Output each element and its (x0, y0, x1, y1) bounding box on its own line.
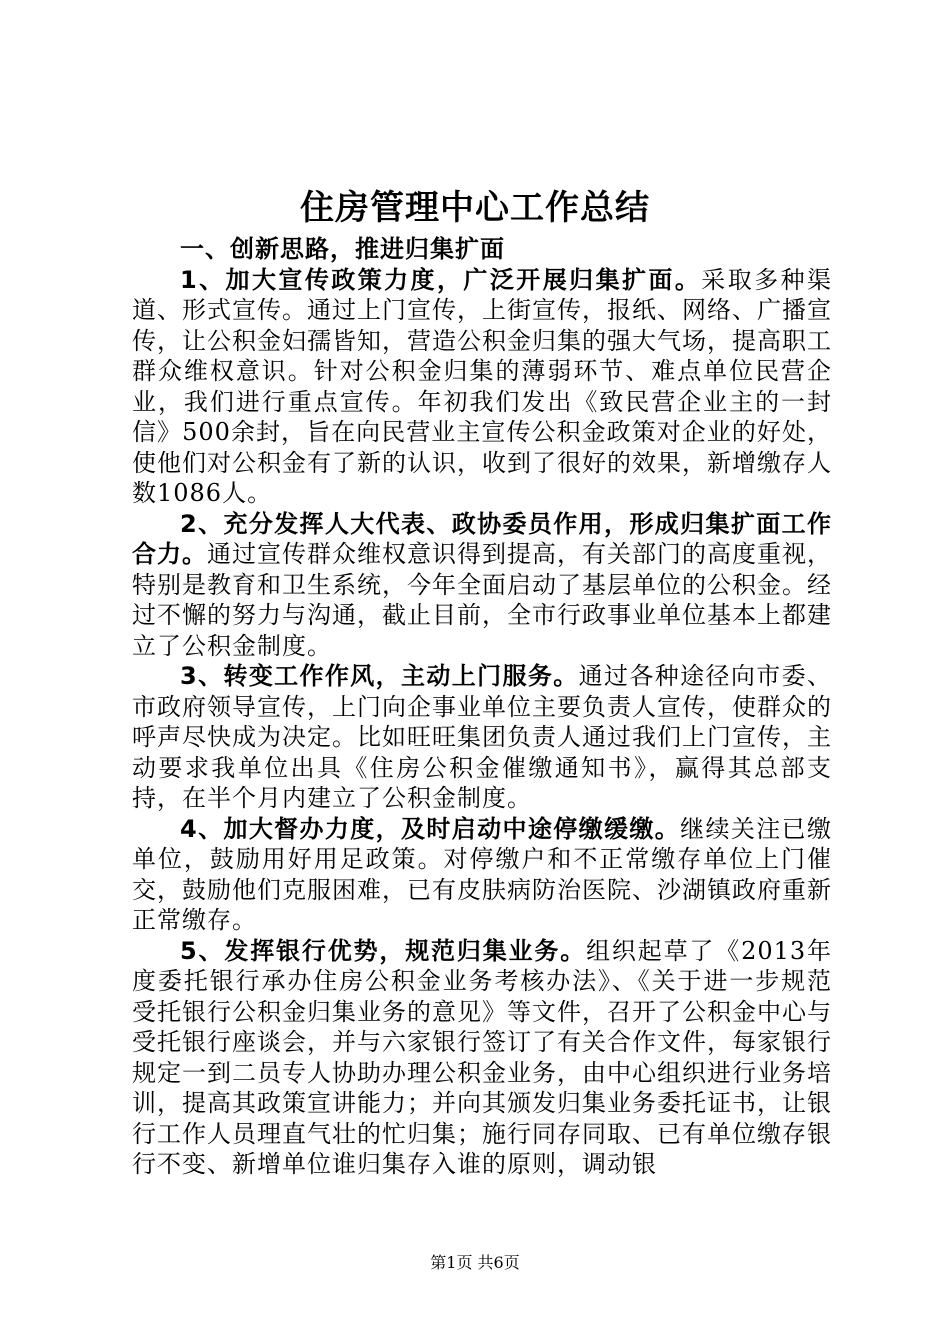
paragraph-lead: 5、发挥银行优势，规范归集业务。 (180, 936, 587, 965)
paragraph-text: 采取多种渠道、形式宣传。通过上门宣传，上街宣传，报纸、网络、广播宣传，让公积金妇孺皆知，营造公积金归集的强大气场，提高职工群众维权意识。针对公积金归集的薄弱环节、难点单位民营企业，我们进行重点宣传。年初我们发出《致民营企业主的一封信》500余封，旨在向民营业主宣传公积金政策对企业的好处，使他们对公积金有了新的认识，收到了很好的效果，新增缴存人数1086人。 (132, 265, 832, 507)
page-number-footer: 第1页 共6页 (430, 1253, 520, 1272)
paragraph-lead: 4、加大督办力度，及时启动中途停缴缓缴。 (180, 814, 681, 843)
paragraph-2 (132, 509, 832, 662)
paragraph-lead: 1、加大宣传政策力度，广泛开展归集扩面。 (180, 265, 702, 294)
paragraph-4 (132, 814, 832, 936)
document-title: 住房管理中心工作总结 (300, 188, 650, 228)
paragraph-lead: 3、转变工作作风，主动上门服务。 (180, 662, 579, 690)
paragraph-lead: 2、充分发挥人大代表、政协委员作用，形成归集扩面工作合力。 (132, 509, 832, 568)
paragraph-5 (132, 936, 832, 1180)
section-heading: 一、创新思路，推进归集扩面 (180, 235, 505, 263)
paragraph-text: 继续关注已缴单位，鼓励用好用足政策。对停缴户和不正常缴存单位上门催交，鼓励他们克服困难，已有皮肤病防治医院、沙湖镇政府重新正常缴存。 (132, 814, 832, 934)
document-body (132, 234, 832, 1180)
paragraph-text: 通过各种途径向市委、市政府领导宣传，上门向企事业单位主要负责人宣传，使群众的呼声尽快成为决定。比如旺旺集团负责人通过我们上门宣传，主动要求我单位出具《住房公积金催缴通知书》，赢得其总部支持，在半个月内建立了公积金制度。 (132, 662, 833, 812)
paragraph-3 (132, 661, 832, 814)
paragraph-1 (132, 265, 832, 509)
paragraph-text: 组织起草了《2013年度委托银行承办住房公积金业务考核办法》、《关于进一步规范受托银行公积金归集业务的意见》等文件，召开了公积金中心与受托银行座谈会，并与六家银行签订了有关合作文件，每家银行规定一到二员专人协助办理公积金业务，由中心组织进行业务培训，提高其政策宣讲能力；并向其颁发归集业务委托证书，让银行工作人员理直气壮的忙归集；施行同存同取、已有单位缴存银行不变、新增单位谁归集存入谁的原则，调动银 (132, 936, 833, 1178)
paragraph-text: 通过宣传群众维权意识得到提高，有关部门的高度重视，特别是教育和卫生系统，今年全面启动了基层单位的公积金。经过不懈的努力与沟通，截止目前，全市行政事业单位基本上都建立了公积金制度。 (132, 540, 832, 660)
